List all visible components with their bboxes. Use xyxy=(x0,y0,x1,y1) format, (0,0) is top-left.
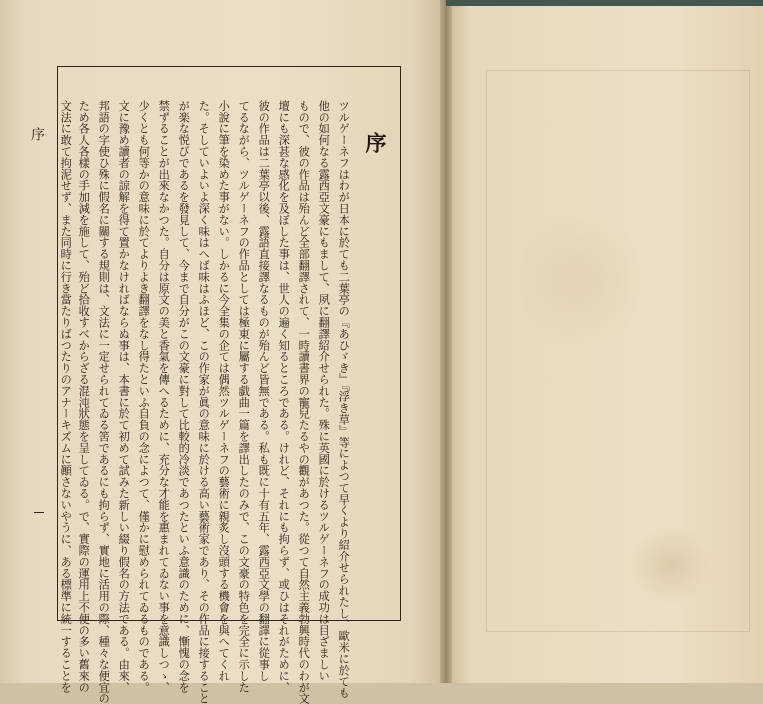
text-column: 彼の作品は二葉亭以後、露語直接譯なるものが殆んど皆無である。私も既に十有五年、露西亞文學の翻譯に從事し xyxy=(257,100,271,682)
text-column: 壇にも深甚な感化を及ぼした事は、世人の遍く知るところである。けれど、それにも拘らず、或ひはそれがために、 xyxy=(277,100,291,693)
text-column: が楽な悦びであるを發見して、今まで自分がこの文豪に對して比較的冷淡であつたといふ意識のために、慚愧の念を xyxy=(177,100,191,693)
text-column: てるながら、ツルゲーネフの作品としては極東に屬する戯曲一篇を譯出したのみで、この文豪の特色を完全に示した xyxy=(237,100,251,693)
text-column: ため各人各樣の手加減を施して、殆ど拾收すべからざる混沌狀態を呈してゐる。で、實際の運用上不便の多い舊來の xyxy=(77,100,91,693)
text-column: 少くとも何等かの意味に於てよりよき翻譯をなし得たといふ自負の念によつて、僅かに慰められてゐるものである。 xyxy=(137,100,151,693)
text-column: 禁ずることが出來なかつた。自分は原文の美と香氣を傳へるために、充分な才能を惠まれてゐない事を意識しつゝ、 xyxy=(157,100,171,693)
text-column: 邦語の字使ひ殊に假名に關する規則は、文法に一定せられてゐる筈であるにも拘らず、實地に活用の際、種々な便宜の xyxy=(97,100,111,704)
text-column: 文に豫め讀者の諒解を得て置かなければならぬ事は、本書に於て初めて試みた新しい綴り假名の方法である。由來、 xyxy=(117,100,131,693)
text-column: ツルゲーネフはわが日本に於ても二葉亭の『あひゞき』『浮き草』等によつて早くより紹介せられたし、歐米に於ても xyxy=(337,100,351,699)
text-column: 文法に敢て拘泥せず、また同時に行き當たりばつたりのアナーキズムに顚さないやうに、ある標準に統一することを xyxy=(59,100,73,693)
page-number xyxy=(34,512,44,513)
blank-page-area xyxy=(486,70,750,632)
book-spine xyxy=(440,0,452,683)
running-head: 序 xyxy=(29,127,45,141)
text-column: 小說に筆を染めた事がない。しかるに今全集の企ては偶然ツルゲーネフの藝術に親炙し沒頭する機會を與へてくれ xyxy=(217,100,231,682)
cover-edge xyxy=(446,0,763,6)
text-column: 他の如何なる露西亞文豪にもまして、夙に翻譯紹介せられた。殊に英國に於けるツルゲーネフの成功は目ざましい xyxy=(317,100,331,682)
page-title: 序 xyxy=(363,132,388,153)
text-column: た。そしていよいよ深く味はへば味はふほど、この作家が眞の意味に於ける高い藝術家であり、その作品に接すること xyxy=(197,100,211,704)
text-column: もので、彼の作品は殆んど全部翻譯されて、一時讀書界の寵兒たるやの觀があつた。從つて自然主義勃興時代のわが文 xyxy=(297,100,311,704)
